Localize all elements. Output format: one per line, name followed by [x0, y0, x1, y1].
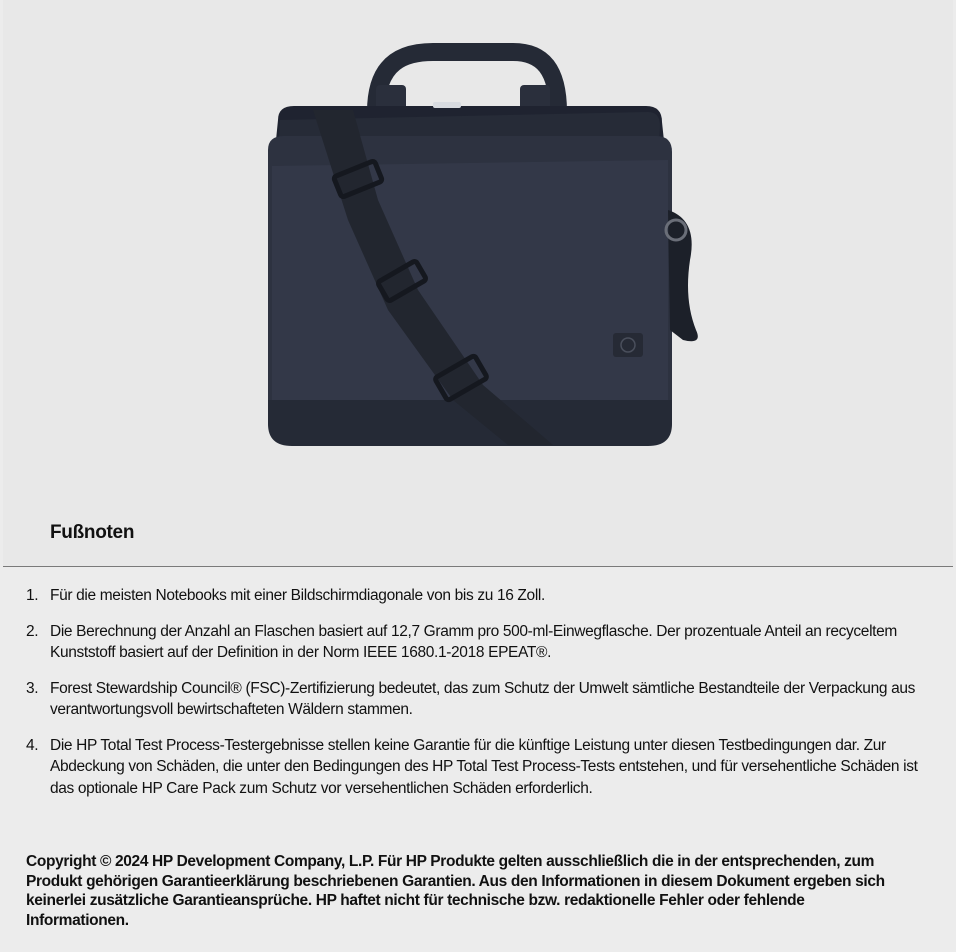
footnote-text: Forest Stewardship Council® (FSC)-Zertifizierung bedeutet, das zum Schutz der Umwelt sämtliche Bestandteile der Verpackung aus verantwortungsvoll bewirtschafteten Wäldern stammen.: [50, 679, 916, 718]
copyright-text: Copyright © 2024 HP Development Company, L.P. Für HP Produkte gelten ausschließlich die in der entsprechenden, zum Produkt gehörigen Garantieerklärung beschriebenen Garantien. Aus den Informationen in diesem Dokument ergeben sich keinerlei zusätzliche Garantieansprüche. HP haftet nicht für technische bzw. redaktionelle Fehler oder fehlende Informationen.: [26, 853, 885, 929]
footnote-item: [26, 621, 926, 664]
footnote-item: [26, 585, 926, 607]
footnote-number: 4.: [26, 736, 39, 754]
divider: [3, 566, 953, 567]
footnote-text: Für die meisten Notebooks mit einer Bildschirmdiagonale von bis zu 16 Zoll.: [50, 587, 545, 604]
footnote-number: 3.: [26, 679, 39, 697]
product-image-panel: [3, 0, 953, 566]
footnote-number: 2.: [26, 622, 39, 640]
footnotes-list: [26, 585, 926, 813]
footnote-item: [26, 678, 926, 721]
footnote-text: Die HP Total Test Process-Testergebnisse stellen keine Garantie für die künftige Leistung unter diesen Testbedingungen dar. Zur Abdeckung von Schäden, die unter den Bedingungen des HP Total Test Process-Tests entstehen, und für versehentliche Schäden ist das optionale HP Care Pack zum Schutz vor versehentlichen Schäden erforderlich.: [50, 736, 918, 797]
footnote-text: Die Berechnung der Anzahl an Flaschen basiert auf 12,7 Gramm pro 500-ml-Einwegflasche. Der prozentuale Anteil an recyceltem Kunststoff basiert auf der Definition in der Norm IEEE 1680.1-2018 EPEAT®.: [50, 622, 897, 661]
laptop-bag-image: [258, 40, 708, 460]
footnote-number: 1.: [26, 587, 39, 604]
footnotes-heading: Fußnoten: [50, 522, 135, 543]
footnote-item: [26, 735, 926, 800]
